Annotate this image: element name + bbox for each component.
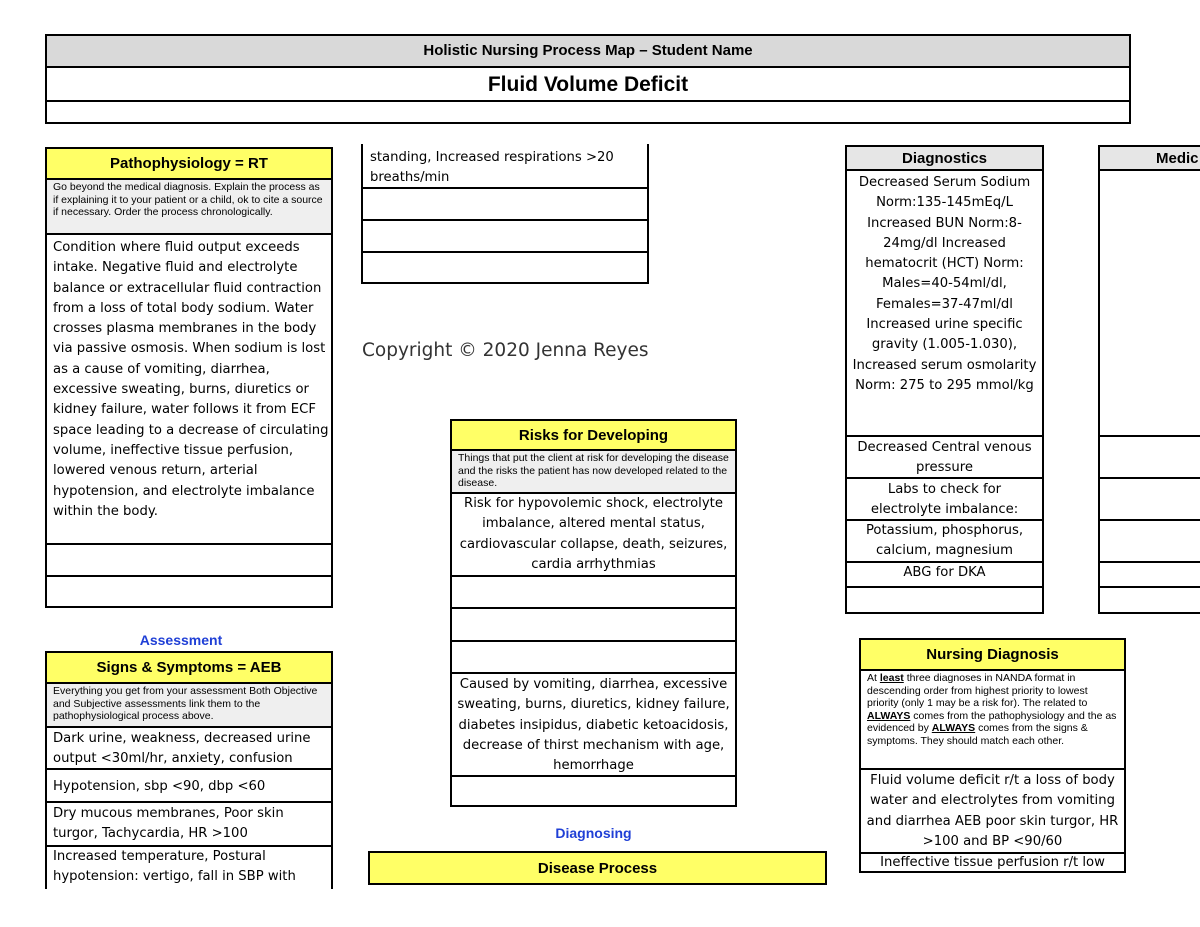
divider: [47, 575, 331, 577]
medications-box: [1098, 145, 1200, 614]
nursing-diagnosis-item-1: Fluid volume deficit r/t a loss of body water and electrolytes from vomiting and diarrhea AEB poor skin turgor, HR >100 and BP <90/60: [866, 773, 1119, 849]
divider: [1100, 586, 1200, 588]
diagnostics-item-5: ABG for DKA: [903, 565, 986, 580]
assessment-title: Signs & Symptoms = AEB: [45, 651, 333, 684]
pathophysiology-instructions: Go beyond the medical diagnosis. Explain the process as if explaining it to your patient or a child, ok to cite a source if necessary. Order the process chronologically.: [45, 180, 333, 235]
divider: [1100, 435, 1200, 437]
diagnosing-label: Diagnosing: [555, 825, 632, 841]
diagnostics-title: Diagnostics: [845, 145, 1044, 171]
diagnostics-item-4: Potassium, phosphorus, calcium, magnesium: [865, 523, 1024, 559]
divider: [847, 477, 1042, 479]
pathophysiology-title: Pathophysiology = RT: [45, 147, 333, 180]
divider: [47, 543, 331, 545]
assessment-item-4: Increased temperature, Postural hypotension: vertigo, fall in SBP with: [53, 849, 296, 885]
nursing-diagnosis-item-2: Ineffective tissue perfusion r/t low: [880, 855, 1105, 870]
pathophysiology-box: [45, 147, 333, 608]
diagnostics-item-2: Decreased Central venous pressure: [857, 440, 1032, 476]
copyright-text: Copyright © 2020 Jenna Reyes: [362, 340, 649, 361]
risks-item-1: Risk for hypovolemic shock, electrolyte imbalance, altered mental status, cardiovascular collapse, death, seizures, cardia arrhythmias: [459, 496, 728, 572]
divider: [1100, 561, 1200, 563]
diagnostics-item-3: Labs to check for electrolyte imbalance:: [870, 482, 1019, 518]
assessment-item-1: Dark urine, weakness, decreased urine output <30ml/hr, anxiety, confusion: [53, 731, 311, 767]
divider: [47, 768, 331, 770]
divider: [452, 775, 735, 777]
divider: [361, 219, 647, 221]
divider: [452, 607, 735, 609]
nursing-diagnosis-box: [859, 638, 1126, 873]
risks-instructions: Things that put the client at risk for developing the disease and the risks the patient has now developed related to the disease.: [450, 451, 737, 494]
assessment-label: Assessment: [139, 632, 223, 648]
divider: [847, 435, 1042, 437]
assessment-box: [45, 651, 333, 889]
nursing-diagnosis-instructions: At least three diagnoses in NANDA format in descending order from highest priority to lowest priority (only 1 may be a risk for). The related to ALWAYS comes from the pathophysiology and the as evidenced by ALWAYS comes from the signs & symptoms. They should match each other.: [859, 671, 1126, 770]
header-topic-row: [45, 66, 1131, 102]
divider: [452, 672, 735, 674]
divider: [1100, 519, 1200, 521]
assessment-item-3: Dry mucous membranes, Poor skin turgor, Tachycardia, HR >100: [53, 806, 284, 842]
divider: [361, 144, 363, 284]
header-blank-row: [45, 100, 1131, 124]
map-title: Holistic Nursing Process Map – Student Name: [423, 42, 753, 59]
pathophysiology-text: Condition where fluid output exceeds intake. Negative fluid and electrolyte balance or extracellular fluid contraction from a loss of total body sodium. Water crosses plasma membranes in the body via passive osmosis. When sodium is lost as a cause of vomiting, diarrhea, excessive sweating, burns, diuretics or kidney failure, water follows it from ECF space leading to a decrease of circulating volume, ineffective tissue perfusion, lowered venous return, arterial hypotension, and electrolyte imbalance within the body.: [53, 240, 329, 519]
continuation-text: standing, Increased respirations >20 breaths/min: [370, 150, 614, 186]
divider: [47, 801, 331, 803]
medications-title: Medic: [1098, 145, 1200, 171]
divider: [361, 251, 647, 253]
divider: [452, 575, 735, 577]
header-title-row: [45, 34, 1131, 68]
assessment-item-2: Hypotension, sbp <90, dbp <60: [53, 779, 266, 794]
divider: [452, 640, 735, 642]
assessment-instructions: Everything you get from your assessment Both Objective and Subjective assessments link them to the pathophysiological process above.: [45, 684, 333, 728]
divider: [847, 586, 1042, 588]
divider: [1100, 477, 1200, 479]
continuation-box: [361, 144, 649, 284]
nursing-diagnosis-title: Nursing Diagnosis: [859, 638, 1126, 671]
risks-title: Risks for Developing: [450, 419, 737, 451]
topic-title: Fluid Volume Deficit: [487, 73, 689, 96]
diagnostics-item-1: Decreased Serum Sodium Norm:135-145mEq/L Increased BUN Norm:8-24mg/dl Increased hematocrit (HCT) Norm: Males=40-54ml/dl, Females=37-47ml/dl Increased urine specific gravity (1.005-1.030), Increased serum osmolarity Norm: 275 to 295 mmol/kg: [852, 175, 1037, 393]
risks-item-2: Caused by vomiting, diarrhea, excessive sweating, burns, diuretics, kidney failure, diabetes insipidus, diabetic ketoacidosis, decrease of thirst mechanism with age, hemorrhage: [457, 677, 730, 774]
divider: [361, 187, 647, 189]
disease-process-title: Disease Process: [368, 851, 827, 885]
risks-box: [450, 419, 737, 807]
diagnostics-box: [845, 145, 1044, 614]
